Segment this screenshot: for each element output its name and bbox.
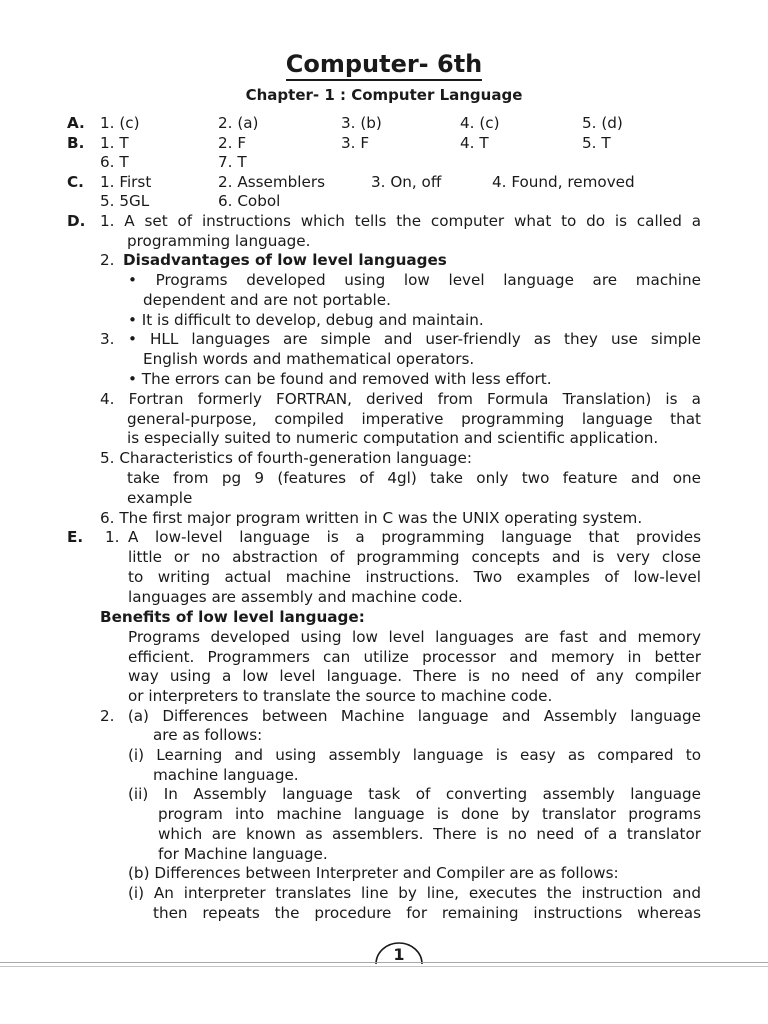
answer-e2b: (b) Differences between Interpreter and Compiler are as follows: bbox=[128, 864, 619, 882]
benefits-line: or interpreters to translate the source to machine code. bbox=[128, 687, 553, 705]
section-d-label: D. bbox=[67, 212, 86, 230]
answer-d3-line: English words and mathematical operators. bbox=[143, 350, 475, 368]
section-e-label: E. bbox=[67, 528, 84, 546]
answer-e1-line: little or no abstraction of programming concepts and is very close bbox=[128, 548, 701, 566]
page-number-badge bbox=[373, 936, 425, 964]
answer-b2: 2. F bbox=[218, 134, 247, 152]
answer-e1-line: languages are assembly and machine code. bbox=[128, 588, 463, 606]
answer-e2a-i-line: machine language. bbox=[153, 766, 299, 784]
footer-rule-bottom bbox=[0, 966, 768, 967]
answer-d2-number: 2. bbox=[100, 251, 115, 269]
answer-e2a-ii-line: which are known as assemblers. There is no need of a translator bbox=[158, 825, 701, 843]
answer-e1-line: to writing actual machine instructions. Two examples of low-level bbox=[128, 568, 701, 586]
answer-d2-bullet: • It is difficult to develop, debug and maintain. bbox=[128, 311, 484, 329]
answer-d3-line: • HLL languages are simple and user-friendly as they use simple bbox=[128, 330, 701, 348]
answer-c1: 1. First bbox=[100, 173, 152, 191]
answer-c5: 5. 5GL bbox=[100, 192, 150, 210]
page-number: 1 bbox=[393, 945, 405, 964]
answer-d5-line: example bbox=[127, 489, 193, 507]
benefits-heading: Benefits of low level language: bbox=[100, 608, 365, 626]
answer-d4-line: 4. Fortran formerly FORTRAN, derived from Formula Translation) is a bbox=[100, 390, 701, 408]
answer-b4: 4. T bbox=[460, 134, 489, 152]
answer-e2a-line: 2. (a) Differences between Machine language and Assembly language bbox=[100, 707, 701, 725]
benefits-line: Programs developed using low level languages are fast and memory bbox=[128, 628, 701, 646]
answer-d5-line: take from pg 9 (features of 4gl) take only two feature and one bbox=[127, 469, 701, 487]
answer-c3: 3. On, off bbox=[371, 173, 442, 191]
page-title: Computer- 6th bbox=[0, 50, 768, 78]
answer-e2b-i-line: (i) An interpreter translates line by line, executes the instruction and bbox=[128, 884, 701, 902]
answer-d5-line: 5. Characteristics of fourth-generation language: bbox=[100, 449, 472, 467]
answer-c4: 4. Found, removed bbox=[492, 173, 635, 191]
answer-d3-number: 3. bbox=[100, 330, 115, 348]
answer-d4-line: is especially suited to numeric computation and scientific application. bbox=[127, 429, 659, 447]
chapter-heading: Chapter- 1 : Computer Language bbox=[245, 86, 523, 104]
answer-b7: 7. T bbox=[218, 153, 247, 171]
answer-d4-line: general-purpose, compiled imperative programming language that bbox=[127, 410, 701, 428]
answer-d3-line: • The errors can be found and removed with less effort. bbox=[128, 370, 552, 388]
answer-d6: 6. The first major program written in C was the UNIX operating system. bbox=[100, 509, 643, 527]
answer-a3: 3. (b) bbox=[341, 114, 382, 132]
footer-rule-top bbox=[0, 962, 768, 963]
answer-b5: 5. T bbox=[582, 134, 611, 152]
section-c-label: C. bbox=[67, 173, 84, 191]
answer-c2: 2. Assemblers bbox=[218, 173, 326, 191]
answer-a1: 1. (c) bbox=[100, 114, 140, 132]
answer-e1-number: 1. bbox=[105, 528, 120, 546]
answer-e1-line: A low-level language is a programming language that provides bbox=[128, 528, 701, 546]
answer-e2a-ii-line: (ii) In Assembly language task of converting assembly language bbox=[128, 785, 701, 803]
section-b-label: B. bbox=[67, 134, 85, 152]
benefits-line: efficient. Programmers can utilize processor and memory in better bbox=[128, 648, 701, 666]
answer-c6: 6. Cobol bbox=[218, 192, 281, 210]
answer-e2a-ii-line: for Machine language. bbox=[158, 845, 328, 863]
section-a-label: A. bbox=[67, 114, 85, 132]
answer-d2-heading: Disadvantages of low level languages bbox=[123, 251, 447, 269]
answer-d2-bullet: • Programs developed using low level language are machine bbox=[128, 271, 701, 289]
answer-e2b-i-line: then repeats the procedure for remaining instructions whereas bbox=[153, 904, 701, 922]
answer-b6: 6. T bbox=[100, 153, 129, 171]
answer-d2-bullet: dependent and are not portable. bbox=[143, 291, 391, 309]
answer-e2a-ii-line: program into machine language is done by translator programs bbox=[158, 805, 701, 823]
answer-b3: 3. F bbox=[341, 134, 370, 152]
answer-e2a-i-line: (i) Learning and using assembly language is easy as compared to bbox=[128, 746, 701, 764]
answer-e2a-line: are as follows: bbox=[153, 726, 263, 744]
answer-b1: 1. T bbox=[100, 134, 129, 152]
answer-a4: 4. (c) bbox=[460, 114, 500, 132]
answer-a2: 2. (a) bbox=[218, 114, 259, 132]
answer-d1-line: programming language. bbox=[127, 232, 311, 250]
benefits-line: way using a low level language. There is no need of any compiler bbox=[128, 667, 701, 685]
answer-a5: 5. (d) bbox=[582, 114, 623, 132]
answer-d1-line: 1. A set of instructions which tells the computer what to do is called a bbox=[100, 212, 701, 230]
